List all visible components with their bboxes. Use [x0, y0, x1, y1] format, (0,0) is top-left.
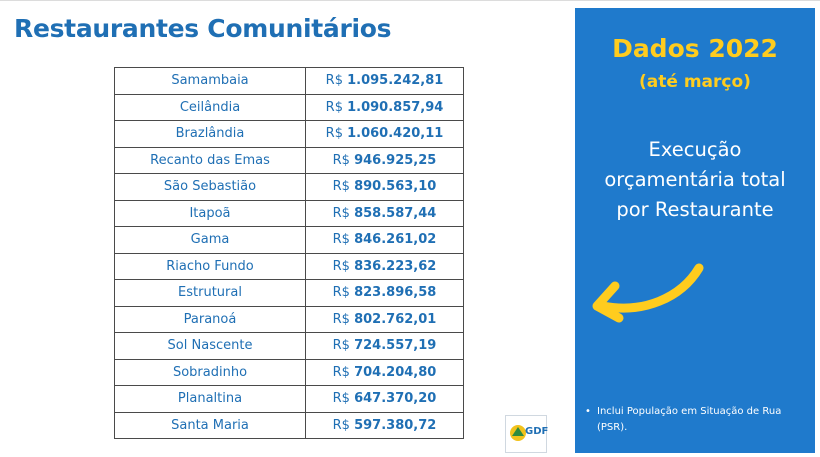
region-name: Sol Nascente — [115, 333, 306, 360]
budget-value-cell — [306, 280, 464, 307]
currency-symbol: R$ — [325, 73, 343, 89]
panel-description — [575, 135, 815, 225]
budget-value-cell — [306, 121, 464, 148]
budget-amount: 1.060.420,11 — [347, 126, 444, 142]
budget-amount: 1.095.242,81 — [347, 73, 444, 89]
panel-desc-line: orçamentária total — [604, 168, 786, 191]
table-row — [115, 412, 464, 439]
currency-symbol: R$ — [332, 205, 350, 221]
budget-table — [114, 67, 464, 439]
region-name: Recanto das Emas — [115, 147, 306, 174]
currency-symbol: R$ — [332, 232, 350, 248]
table-row — [115, 227, 464, 254]
currency-symbol: R$ — [332, 311, 350, 327]
curved-arrow-left-icon — [581, 256, 711, 326]
budget-value-cell — [306, 359, 464, 386]
budget-amount: 704.204,80 — [354, 364, 437, 380]
currency-symbol: R$ — [325, 126, 343, 142]
panel-subtitle: (até março) — [639, 72, 751, 92]
page-title: Restaurantes Comunitários — [14, 14, 392, 43]
table-body — [115, 68, 464, 439]
table-row — [115, 306, 464, 333]
table-row — [115, 253, 464, 280]
region-name: Santa Maria — [115, 412, 306, 439]
budget-amount: 858.587,44 — [354, 205, 437, 221]
currency-symbol: R$ — [332, 338, 350, 354]
bullet: • — [585, 406, 591, 417]
table-row — [115, 386, 464, 413]
footnote — [585, 404, 813, 436]
budget-value-cell — [306, 94, 464, 121]
currency-symbol: R$ — [325, 99, 343, 115]
region-name: Itapoã — [115, 200, 306, 227]
currency-symbol: R$ — [332, 179, 350, 195]
table-row — [115, 121, 464, 148]
currency-symbol: R$ — [332, 417, 350, 433]
table-row — [115, 94, 464, 121]
budget-amount: 836.223,62 — [354, 258, 437, 274]
currency-symbol: R$ — [332, 152, 350, 168]
gdf-logo — [505, 415, 547, 453]
budget-amount: 597.380,72 — [354, 417, 437, 433]
currency-symbol: R$ — [332, 258, 350, 274]
region-name: Gama — [115, 227, 306, 254]
budget-value-cell — [306, 386, 464, 413]
panel-desc-line: Execução — [648, 138, 742, 161]
budget-amount: 846.261,02 — [354, 232, 437, 248]
budget-amount: 1.090.857,94 — [347, 99, 444, 115]
budget-value-cell — [306, 200, 464, 227]
budget-amount: 946.925,25 — [354, 152, 437, 168]
table-row — [115, 147, 464, 174]
table-row — [115, 280, 464, 307]
budget-value-cell — [306, 333, 464, 360]
logo-text: GDF — [525, 426, 549, 437]
region-name: Brazlândia — [115, 121, 306, 148]
panel-desc-line: por Restaurante — [616, 198, 774, 221]
budget-amount: 890.563,10 — [354, 179, 437, 195]
region-name: Riacho Fundo — [115, 253, 306, 280]
region-name: Samambaia — [115, 68, 306, 95]
panel-title: Dados 2022 — [612, 34, 778, 63]
footnote-text: Inclui População em Situação de Rua (PSR). — [597, 406, 782, 433]
top-border — [0, 0, 820, 1]
budget-value-cell — [306, 147, 464, 174]
budget-amount: 802.762,01 — [354, 311, 437, 327]
budget-amount: 823.896,58 — [354, 285, 437, 301]
budget-amount: 724.557,19 — [354, 338, 437, 354]
table-row — [115, 359, 464, 386]
budget-value-cell — [306, 306, 464, 333]
budget-value-cell — [306, 253, 464, 280]
region-name: Paranoá — [115, 306, 306, 333]
budget-value-cell — [306, 412, 464, 439]
region-name: Sobradinho — [115, 359, 306, 386]
info-panel — [575, 8, 815, 453]
budget-value-cell — [306, 174, 464, 201]
table-row — [115, 333, 464, 360]
region-name: Estrutural — [115, 280, 306, 307]
budget-value-cell — [306, 68, 464, 95]
table-row — [115, 174, 464, 201]
region-name: Ceilândia — [115, 94, 306, 121]
currency-symbol: R$ — [332, 364, 350, 380]
table-row — [115, 68, 464, 95]
budget-amount: 647.370,20 — [354, 391, 437, 407]
region-name: Planaltina — [115, 386, 306, 413]
currency-symbol: R$ — [332, 285, 350, 301]
region-name: São Sebastião — [115, 174, 306, 201]
table-row — [115, 200, 464, 227]
currency-symbol: R$ — [332, 391, 350, 407]
budget-value-cell — [306, 227, 464, 254]
